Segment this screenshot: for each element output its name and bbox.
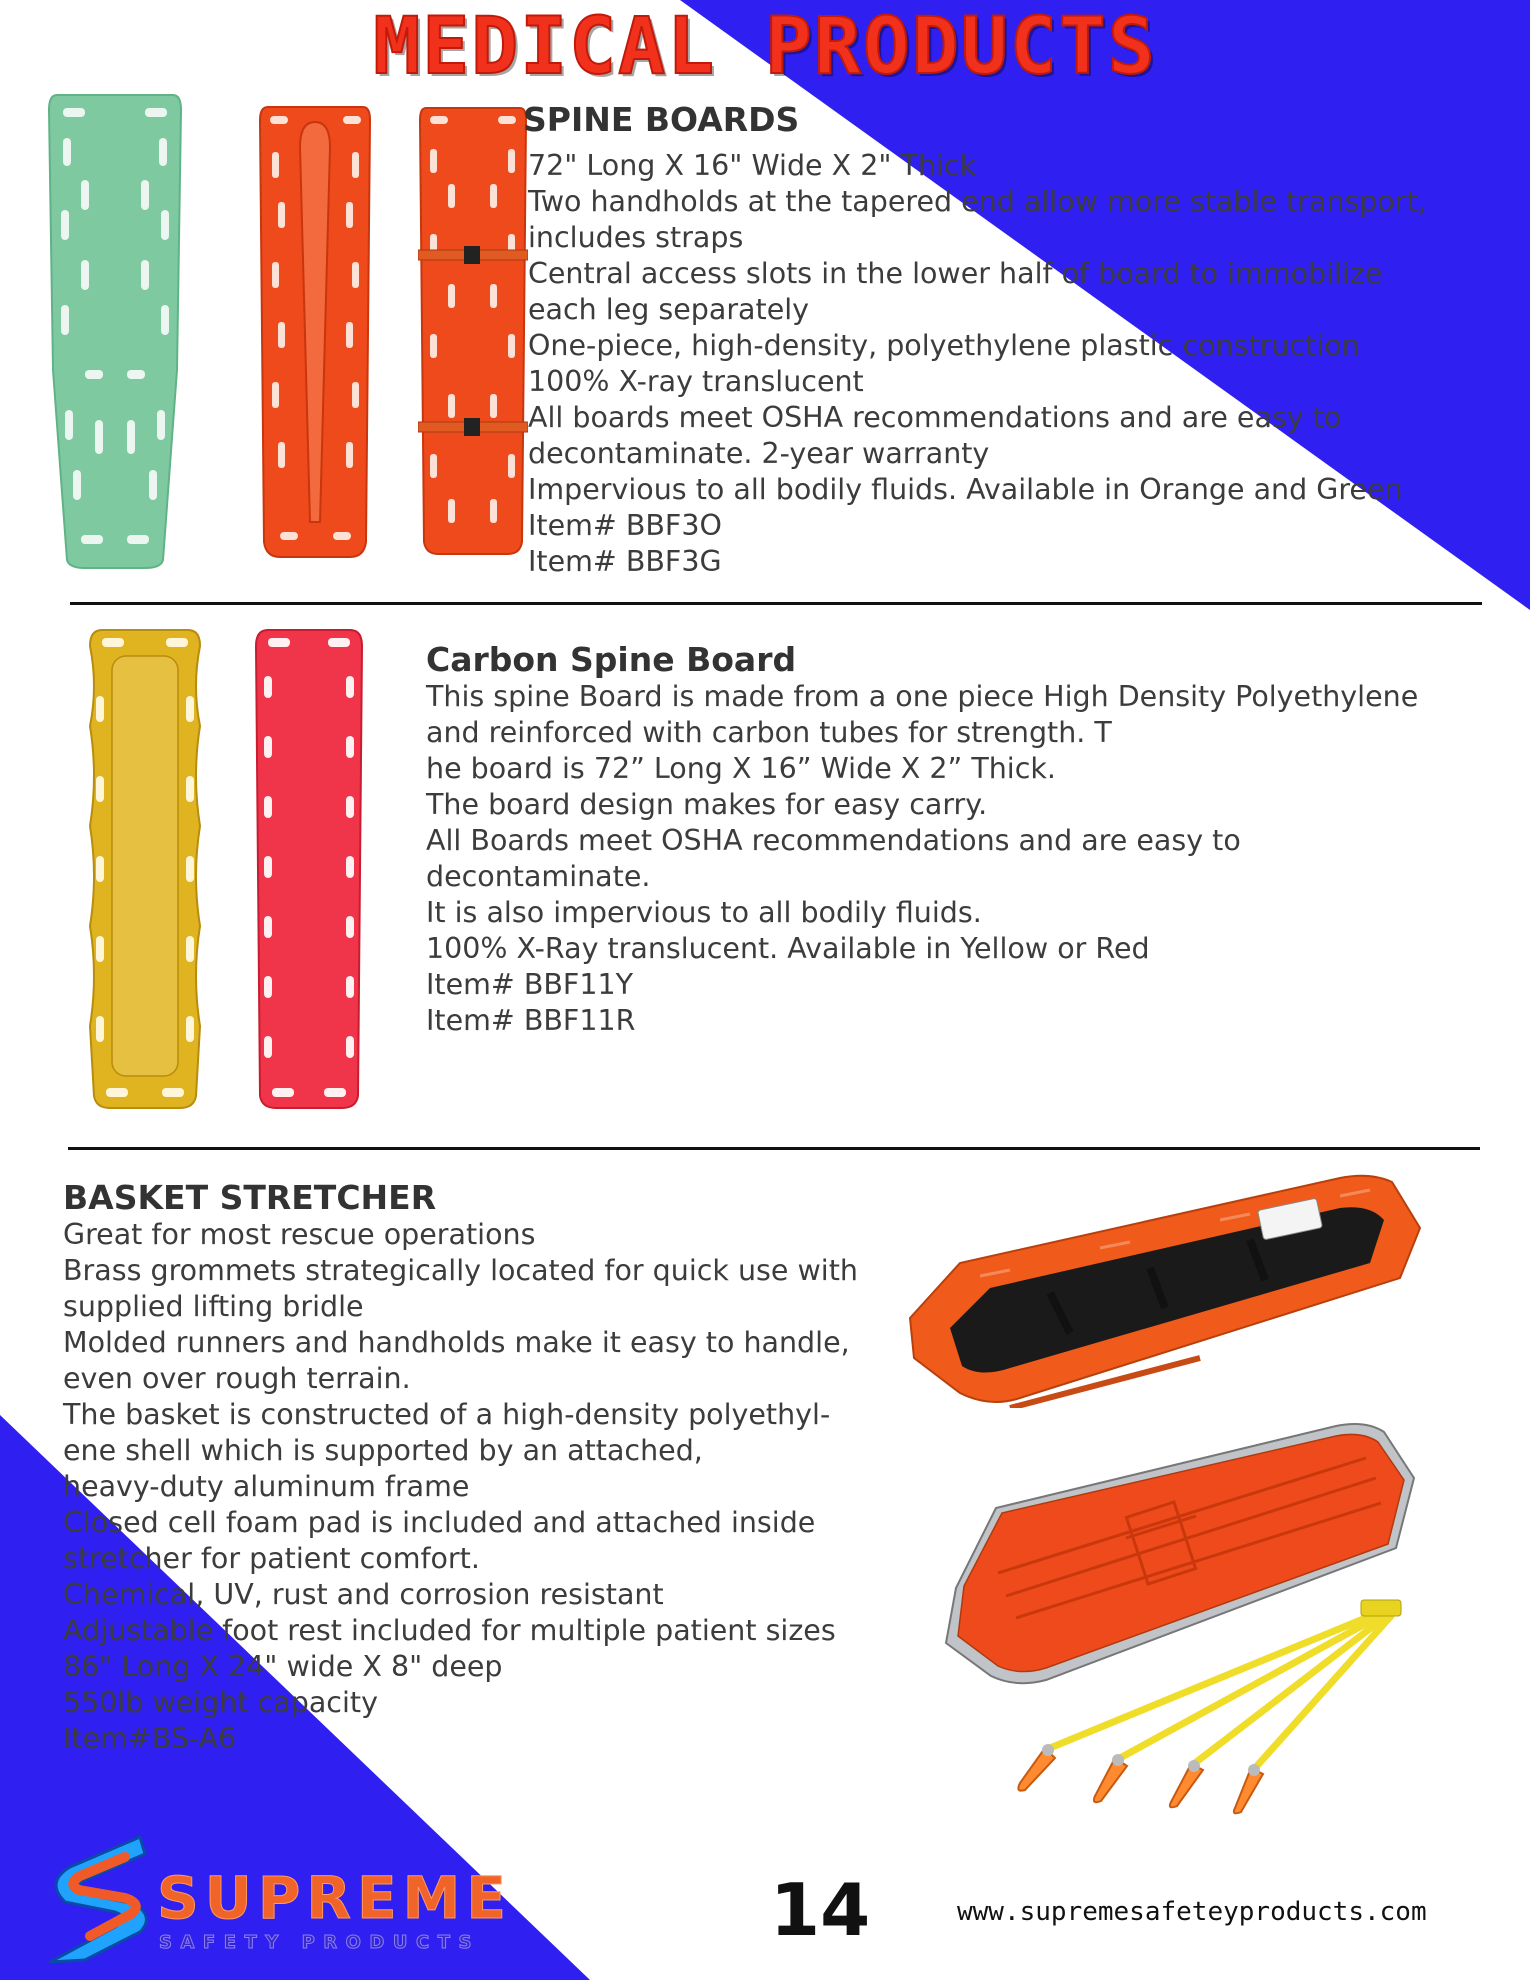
basket-stretcher-open-image [900,1168,1425,1408]
carbon-item-number: Item# BBF11Y [426,968,633,1001]
basket-line: even over rough terrain. [63,1362,411,1395]
spine-boards-line: Two handholds at the tapered end allow more stable transport, [528,185,1427,218]
orange-spine-board-image [258,102,373,562]
carbon-line: he board is 72” Long X 16” Wide X 2” Thick. [426,752,1056,785]
basket-line: Molded runners and handholds make it easy to handle, [63,1326,850,1359]
orange-strapped-spine-board-image [418,104,528,560]
spine-boards-heading: SPINE BOARDS [523,100,800,139]
spine-boards-line: includes straps [528,221,744,254]
spine-boards-line: All boards meet OSHA recommendations and are easy to [528,401,1342,434]
yellow-carbon-spine-board-image [88,626,203,1112]
spine-boards-item-number: Item# BBF3G [528,545,722,578]
basket-line: Closed cell foam pad is included and attached inside [63,1506,816,1539]
basket-line: Adjustable foot rest included for multiple patient sizes [63,1614,836,1647]
spine-boards-line: 100% X-ray translucent [528,365,864,398]
spine-boards-line: each leg separately [528,293,810,326]
carbon-line: It is also impervious to all bodily fluids. [426,896,982,929]
basket-line: The basket is constructed of a high-density polyethyl- [63,1398,831,1431]
supreme-logo [45,1832,545,1972]
green-spine-board-image [45,90,185,570]
basket-stretcher-description [63,1217,858,1757]
basket-line: Great for most rescue operations [63,1218,536,1251]
supreme-s-emblem-icon [45,1832,155,1972]
spine-boards-line: Central access slots in the lower half of board to immobilize [528,257,1383,290]
basket-line: ene shell which is supported by an attached, [63,1434,703,1467]
page-title: MEDICAL PRODUCTS [373,2,1157,92]
lifting-bridle-image [955,1598,1415,1818]
carbon-item-number: Item# BBF11R [426,1004,636,1037]
basket-stretcher-section [63,1178,858,1757]
spine-boards-line: One-piece, high-density, polyethylene plastic construction [528,329,1360,362]
basket-line: heavy-duty aluminum frame [63,1470,470,1503]
basket-line: supplied lifting bridle [63,1290,364,1323]
basket-line: Brass grommets strategically located for quick use with [63,1254,858,1287]
carbon-spine-board-description [426,679,1418,1039]
section-divider [70,602,1482,605]
red-carbon-spine-board-image [254,626,364,1112]
basket-line: 550lb weight capacity [63,1686,378,1719]
carbon-line: The board design makes for easy carry. [426,788,988,821]
spine-boards-line: 72" Long X 16" Wide X 2" Thick [528,149,977,182]
page-number: 14 [770,1868,871,1952]
carbon-line: All Boards meet OSHA recommendations and are easy to [426,824,1241,857]
section-divider [68,1147,1480,1150]
basket-item-number: Item#BS-A6 [63,1722,237,1755]
carbon-line: This spine Board is made from a one piece High Density Polyethylene [426,680,1419,713]
logo-subtitle: SAFETY PRODUCTS [159,1932,480,1953]
carbon-spine-board-section [426,640,1418,1039]
basket-stretcher-heading: BASKET STRETCHER [63,1178,437,1217]
logo-wordmark: SUPREME [157,1864,512,1932]
spine-boards-item-number: Item# BBF3O [528,509,722,542]
carbon-spine-board-heading: Carbon Spine Board [426,640,797,679]
spine-boards-section [523,100,1427,580]
carbon-line: decontaminate. [426,860,651,893]
carbon-line: 100% X-Ray translucent. Available in Yellow or Red [426,932,1150,965]
spine-boards-description [523,148,1427,580]
website-url[interactable]: www.supremesafeteyproducts.com [957,1897,1427,1927]
basket-line: stretcher for patient comfort. [63,1542,480,1575]
basket-line: Chemical, UV, rust and corrosion resistant [63,1578,664,1611]
spine-boards-line: Impervious to all bodily fluids. Available in Orange and Green [528,473,1403,506]
carbon-line: and reinforced with carbon tubes for strength. T [426,716,1112,749]
spine-boards-line: decontaminate. 2-year warranty [528,437,990,470]
basket-line: 86" Long X 24" wide X 8" deep [63,1650,503,1683]
